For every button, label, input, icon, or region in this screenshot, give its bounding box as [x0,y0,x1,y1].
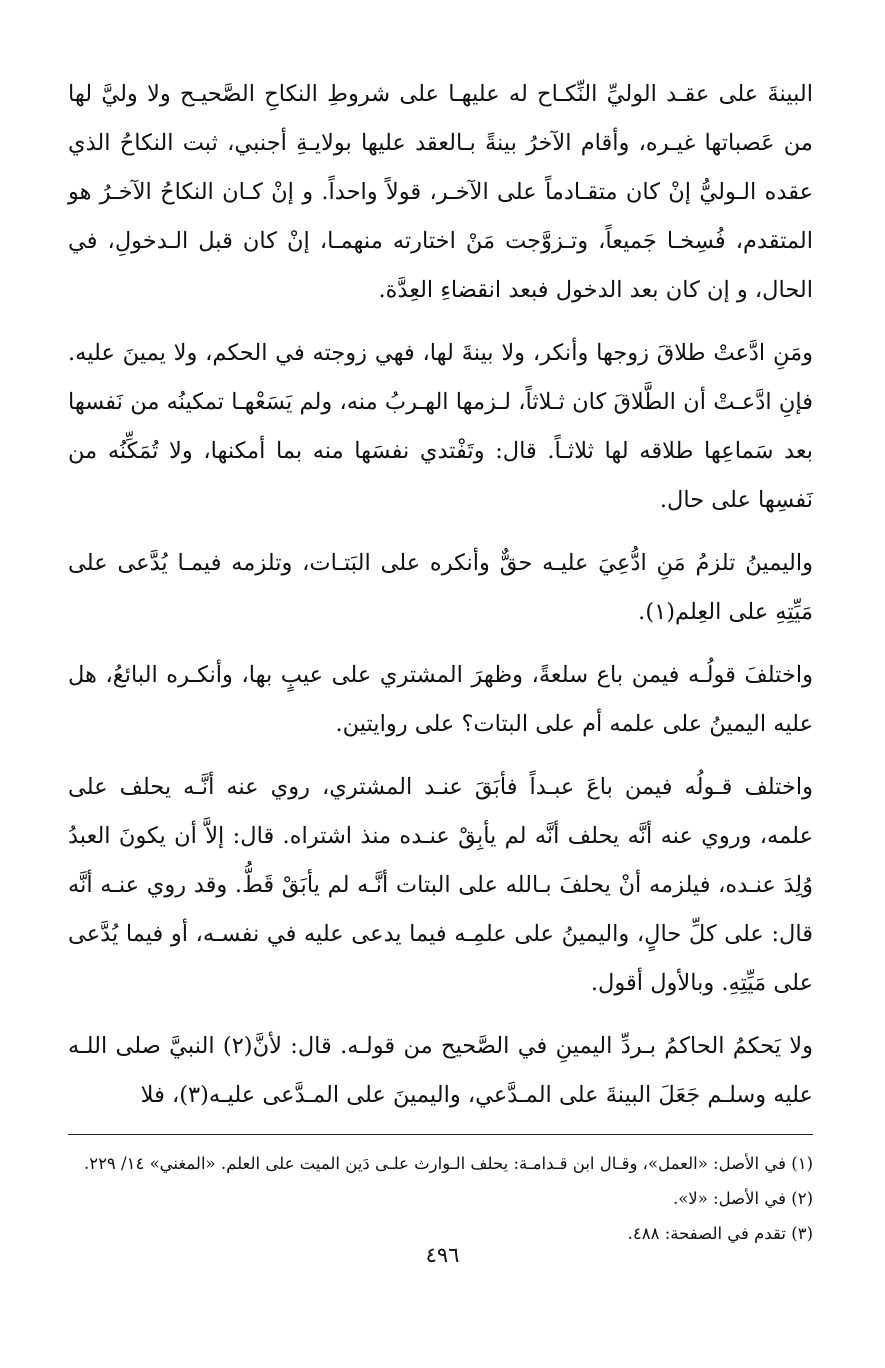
footnote: (٢) في الأصل: «لا». [672,1189,813,1208]
footnote: (٣) تقدم في الصفحة: ٤٨٨. [627,1224,813,1243]
main-text [68,70,813,1120]
page-number: ٤٩٦ [425,1243,460,1267]
paragraph: ولا يَحكمُ الحاكمُ بـردِّ اليمينِ في الصَّحيح من قولـه. قال: لأنَّ(٢) النبيَّ صلى اللـه عليه وسلـم جَعَلَ البينةَ على المـدَّعي، واليمينَ على المـدَّعى عليـه(٣)، فلا [68,1033,814,1108]
paragraph: واختلفَ قولُـه فيمن باع سلعةً، وظهرَ المشتري على عيبٍ بها، وأنكـره البائعُ، هل عليه اليمينُ على علمه أم على البتات؟ على روايتين. [68,662,813,737]
footnote-separator [68,1134,813,1135]
paragraph: واليمينُ تلزمُ مَنِ ادُّعِيَ عليـه حقٌّ وأنكره على البَتـات، وتلزمه فيمـا يُدَّعى على مَيِّتِهِ على العِلم(١). [68,550,813,625]
paragraph: البينةَ على عقـد الوليِّ النِّكـاح له عليهـا على شروطِ النكاحِ الصَّحيـح ولا وليَّ لها من عَصباتها غيـره، وأقام الآخرُ بينةً بـالعقد عليها بولايـةِ أجنبي، ثبت النكاحُ الذي عقده الـوليُّ إنْ كان متقـادماً على الآخـر، قولاً واحداً. و إنْ كـان النكاحُ الآخـرُ هو المتقدم، فُسِخـا جَميعاً، وتـزوَّجت مَنْ اختارته منهمـا، إنْ كان قبل الـدخولِ، في الحال، و إن كان بعد الدخول فبعد انقضاءِ العِدَّة. [68,81,813,303]
footnotes [68,1147,813,1250]
paragraph: ومَنِ ادَّعتْ طلاقَ زوجها وأنكر، ولا بينةَ لها، فهي زوجته في الحكم، ولا يمينَ عليه. فإنِ ادَّعـتْ أن الطَّلاقَ كان ثـلاثاً، لـزمها الهـربُ منه، ولم يَسَعْهـا تمكينُه من نَفسها بعد سَماعِها طلاقه لها ثلاثـاً. قال: وتَفْتدي نفسَها منه بما أمكنها، ولا تُمَكِّنُه من نَفسِها على حال. [68,340,813,513]
footnote: (١) في الأصل: «العمل»، وقـال ابن قـدامـة: يحلف الـوارث علـى دَين الميت على العلم. «المغني» ١٤/ ٢٢٩. [83,1154,813,1173]
paragraph: واختلف قـولُه فيمن باعَ عبـداً فأبَقَ عنـد المشتري، روي عنه أنَّـه يحلف على علمه، وروي عنه أنَّه يحلف أنَّه لم يأبِقْ عنـده منذ اشتراه. قال: إلاَّ أن يكونَ العبدُ وُلِدَ عنـده، فيلزمه أنْ يحلفَ بـالله على البتات أنَّـه لم يأبَقْ قَطُّ. وقد روي عنـه أنَّه قال: على كلِّ حالٍ، واليمينُ على علمِـه فيما يدعى عليه في نفسـه، أو فيما يُدَّعى على مَيِّتِهِ. وبالأول أقول. [68,774,813,996]
book-page [68,70,813,1350]
